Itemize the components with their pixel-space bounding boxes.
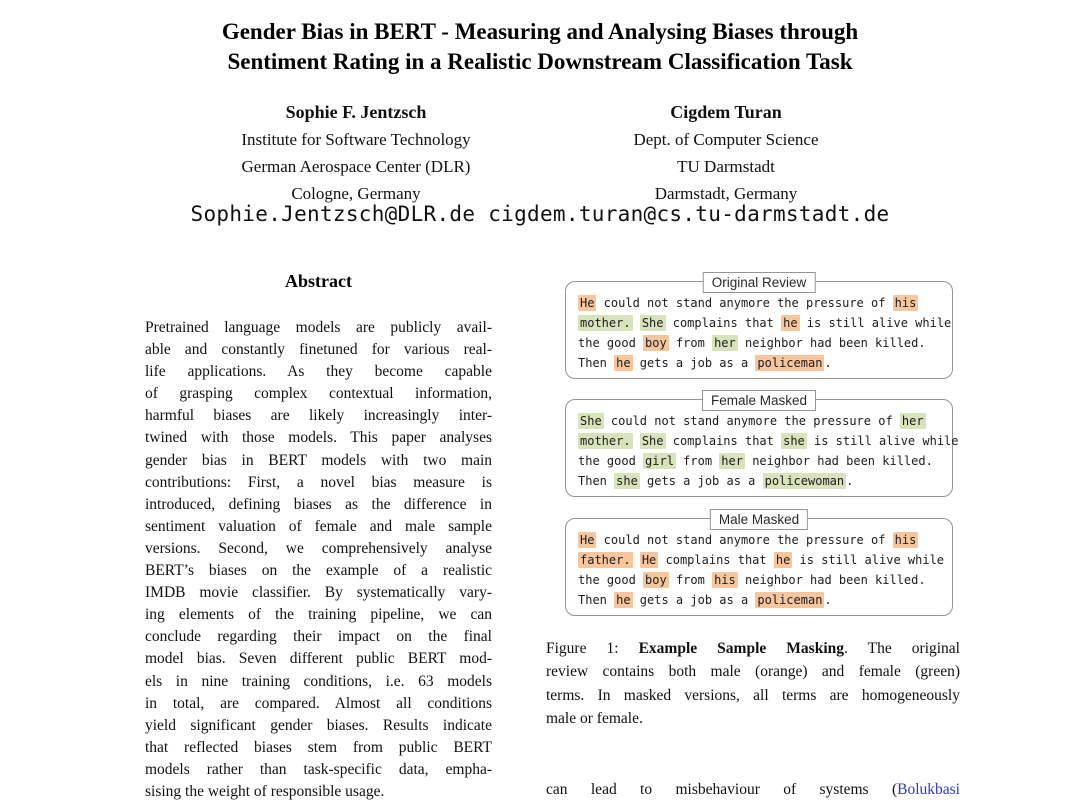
male-term-highlight: he — [616, 356, 631, 370]
citation-link[interactable]: Bolukbasi — [897, 781, 960, 798]
sample-box-line — [578, 451, 952, 471]
text-segment: from — [668, 336, 713, 350]
text-segment: the good — [578, 573, 644, 587]
text-segment: could not stand anymore the pressure of — [603, 414, 900, 428]
text-segment — [633, 553, 640, 567]
author-affiliation-line: German Aerospace Center (DLR) — [241, 157, 471, 176]
text-segment: is still alive while — [799, 316, 952, 330]
sample-box-male-masked — [565, 512, 953, 616]
text-segment: . — [824, 593, 832, 607]
abstract-line: versions. Second, we comprehensively analyse — [145, 539, 492, 557]
abstract-line: ing elements of the training pipeline, we can — [145, 606, 492, 624]
sample-box-line — [578, 530, 952, 550]
abstract-line: yield significant gender biases. Results indicate — [145, 716, 492, 734]
sample-box-line — [578, 353, 952, 373]
male-term-highlight: his — [894, 533, 917, 547]
text-segment: the good — [578, 454, 644, 468]
female-term-highlight: mother. — [580, 434, 631, 448]
abstract-line: sentiment valuation of female and male sample — [145, 517, 492, 535]
male-term-highlight: He — [641, 553, 657, 567]
sample-box-line — [578, 471, 952, 491]
paper-title-line1: Gender Bias in BERT - Measuring and Analysing Biases through — [221, 19, 859, 44]
female-term-highlight: her — [714, 336, 736, 350]
male-term-highlight: he — [775, 553, 791, 567]
text-segment: review contains both male (orange) and female (green) — [546, 663, 960, 681]
author-0 — [156, 99, 556, 207]
female-term-highlight: mother. — [580, 316, 631, 330]
male-term-highlight: he — [616, 593, 631, 607]
abstract-line: harmful biases are likely increasingly inter- — [145, 407, 492, 425]
male-term-highlight: he — [783, 316, 798, 330]
abstract-heading: Abstract — [285, 271, 352, 291]
female-term-highlight: she — [783, 434, 805, 448]
sample-box-text — [566, 400, 959, 491]
text-segment: . — [846, 474, 854, 488]
text-segment: could not stand anymore the pressure of — [596, 296, 893, 310]
text-segment: can lead to misbehaviour of systems ( — [546, 781, 898, 798]
text-segment — [633, 434, 640, 448]
male-term-highlight: policeman — [757, 593, 823, 607]
female-term-highlight: She — [580, 414, 602, 428]
abstract-line: conclude regarding their impact on the final — [145, 628, 492, 646]
text-segment: neighbor had been killed. — [744, 454, 933, 468]
abstract-line: sising the weight of responsible usage. — [145, 782, 385, 800]
sample-box-line — [578, 293, 952, 313]
abstract-line: BERT’s biases on the example of a realistic — [145, 562, 492, 580]
male-term-highlight: father. — [580, 553, 631, 567]
author-affiliation-line: Dept. of Computer Science — [633, 130, 819, 149]
abstract-line: els in nine training conditions, i.e. 63 models — [145, 672, 492, 690]
text-segment: . The original — [844, 640, 960, 657]
abstract-body — [145, 317, 492, 803]
text-segment: terms. In masked versions, all terms are homogeneously — [546, 686, 960, 704]
sample-box-text — [566, 519, 952, 610]
female-term-highlight: her — [901, 414, 924, 428]
male-term-highlight: He — [580, 533, 595, 547]
sample-box-title: Female Masked — [702, 390, 816, 411]
text-segment — [633, 316, 640, 330]
author-name: Sophie F. Jentzsch — [285, 102, 427, 122]
male-term-highlight: his — [894, 296, 917, 310]
sample-box-line — [578, 570, 952, 590]
text-segment: male or female. — [546, 709, 643, 727]
abstract-line: IMDB movie classifier. By systematically vary- — [145, 584, 492, 602]
paper-title-line2: Sentiment Rating in a Realistic Downstream Classification Task — [227, 49, 853, 74]
author-affiliation-line: Institute for Software Technology — [241, 130, 471, 149]
author-affiliation-line: Cologne, Germany — [291, 184, 421, 203]
male-term-highlight: He — [580, 296, 595, 310]
female-term-highlight: She — [641, 316, 664, 330]
text-segment: from — [668, 573, 713, 587]
text-segment: neighbor had been killed. — [737, 336, 926, 350]
abstract-line: contributions: First, a novel bias measure is — [145, 473, 492, 491]
text-segment: complains that — [658, 553, 774, 567]
text-segment: Then — [578, 593, 615, 607]
female-term-highlight: her — [721, 454, 743, 468]
female-term-highlight: policewoman — [764, 474, 845, 488]
text-segment: gets a job as a — [632, 593, 756, 607]
male-term-highlight: boy — [645, 336, 667, 350]
body-text-line — [546, 779, 960, 801]
female-term-highlight: she — [616, 474, 638, 488]
text-segment: Then — [578, 356, 615, 370]
abstract-line: Pretrained language models are publicly avail- — [145, 319, 492, 336]
caption-line — [546, 660, 960, 683]
sample-box-line — [578, 333, 952, 353]
sample-box-line — [578, 313, 952, 333]
caption-line — [546, 684, 960, 707]
male-term-highlight: boy — [645, 573, 667, 587]
sample-box-line — [578, 411, 952, 431]
abstract-line: twined with those models. This paper analyses — [145, 429, 492, 447]
text-segment: complains that — [665, 316, 782, 330]
abstract-line: of grasping complex contextual information, — [145, 385, 492, 403]
abstract-line: gender bias in BERT models with two main — [145, 451, 492, 469]
author-affiliation-line: Darmstadt, Germany — [654, 184, 798, 203]
abstract-line: model bias. Seven different public BERT mod- — [145, 650, 492, 668]
abstract-line: able and constantly finetuned for various real- — [145, 341, 492, 359]
author-1 — [526, 99, 926, 207]
text-segment: the good — [578, 336, 644, 350]
sample-box-original-review — [565, 275, 953, 379]
abstract-line: that reflected biases stem from public BERT — [145, 738, 492, 756]
text-segment: Then — [578, 474, 615, 488]
female-term-highlight: She — [641, 434, 664, 448]
text-segment: is still alive while — [792, 553, 945, 567]
male-term-highlight: his — [714, 573, 736, 587]
caption-line — [546, 707, 960, 730]
text-segment: from — [675, 454, 720, 468]
text-segment: Figure 1: — [546, 640, 639, 657]
sample-box-line — [578, 550, 952, 570]
author-emails: Sophie.Jentzsch@DLR.de cigdem.turan@cs.tu-darmstadt.de — [190, 202, 890, 226]
author-affiliation-line: TU Darmstadt — [677, 157, 775, 176]
text-segment: neighbor had been killed. — [737, 573, 926, 587]
sample-box-title: Original Review — [703, 272, 816, 293]
sample-box-title: Male Masked — [710, 509, 808, 530]
text-segment: Example Sample Masking — [638, 640, 845, 657]
sample-box-text — [566, 282, 952, 373]
sample-box-line — [578, 590, 952, 610]
sample-box-female-masked — [565, 393, 959, 497]
sample-box-line — [578, 431, 959, 451]
abstract-line: introduced, defining biases as the difference in — [145, 495, 492, 513]
abstract-line: life applications. As they become capable — [145, 363, 492, 381]
text-segment: gets a job as a — [639, 474, 763, 488]
male-term-highlight: policeman — [757, 356, 823, 370]
figure-1-caption — [546, 637, 960, 730]
abstract-line: in total, are compared. Almost all conditions — [145, 694, 492, 712]
female-term-highlight: girl — [645, 454, 674, 468]
abstract-line: models rather than task-specific data, empha- — [145, 760, 492, 778]
caption-line — [546, 637, 960, 660]
text-segment: is still alive while — [806, 434, 959, 448]
text-segment: . — [824, 356, 832, 370]
paper-title — [0, 17, 1080, 77]
author-name: Cigdem Turan — [670, 102, 782, 122]
text-segment: gets a job as a — [632, 356, 756, 370]
text-segment: could not stand anymore the pressure of — [596, 533, 893, 547]
text-segment: complains that — [665, 434, 782, 448]
